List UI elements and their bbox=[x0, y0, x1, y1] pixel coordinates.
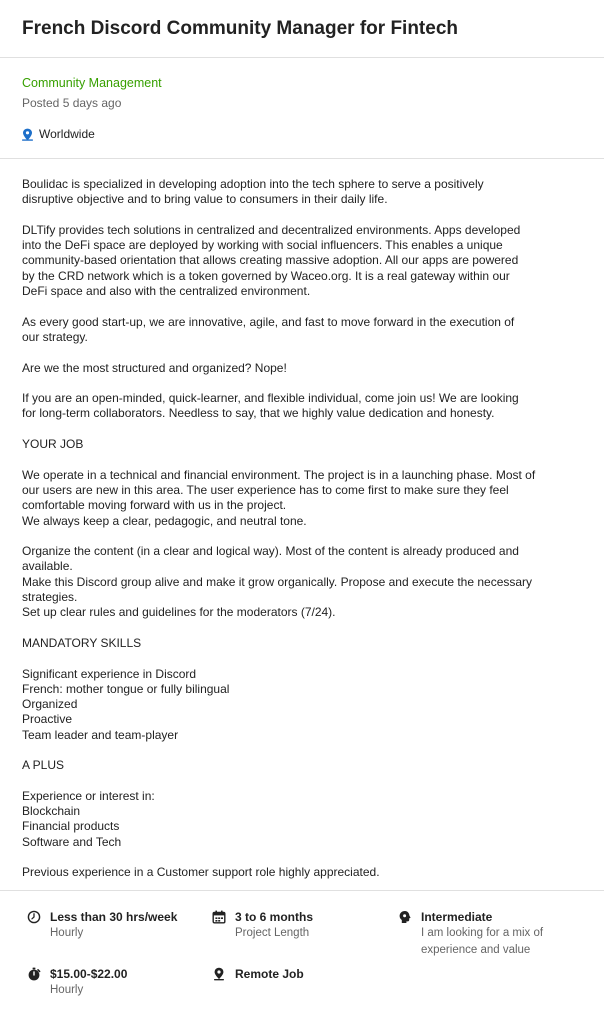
clock-icon bbox=[27, 910, 41, 924]
duration-value: 3 to 6 months bbox=[235, 910, 314, 924]
level-value: Intermediate bbox=[421, 910, 493, 924]
detail-hours bbox=[27, 909, 177, 942]
description-paragraph: Organize the content (in a clear and logical way). Most of the content is already produced and available. Make this Discord group alive and make it grow organically. Propose and execute the necessary strategies. Set up clear rules and guidelines for the moderators (7/24). bbox=[22, 544, 533, 620]
duration-label: Project Length bbox=[235, 927, 310, 939]
detail-duration bbox=[212, 909, 313, 942]
job-meta bbox=[0, 58, 604, 159]
detail-rate bbox=[27, 966, 127, 999]
brain-icon bbox=[398, 910, 412, 924]
description-paragraph: If you are an open-minded, quick-learner, and flexible individual, come join us! We are looking for long-term collaborators. Needless to say, that we highly value dedication and honesty. bbox=[22, 391, 519, 421]
stopwatch-icon bbox=[27, 967, 41, 981]
posted-date: Posted 5 days ago bbox=[22, 96, 122, 110]
description-paragraph: Boulidac is specialized in developing adoption into the tech sphere to serve a positively disruptive objective and to bring value to consumers in their daily life. bbox=[22, 177, 484, 207]
location-pin-icon bbox=[212, 967, 226, 981]
job-details bbox=[0, 891, 604, 1024]
rate-value: $15.00-$22.00 bbox=[50, 967, 128, 981]
calendar-icon bbox=[212, 910, 226, 924]
description-paragraph: We operate in a technical and financial environment. The project is in a launching phase. Most of our users are new in this area. The user experience has to come first to make sure they feel comfortable moving forward with us in the project. We always keep a clear, pedagogic, and neutral tone. bbox=[22, 467, 536, 528]
rate-type: Hourly bbox=[50, 984, 84, 996]
hours-type: Hourly bbox=[50, 927, 84, 939]
hours-value: Less than 30 hrs/week bbox=[50, 910, 178, 924]
job-category-link[interactable]: Community Management bbox=[22, 76, 162, 90]
description-paragraph: Previous experience in a Customer support role highly appreciated. bbox=[22, 865, 380, 880]
skills-list: Significant experience in Discord French: mother tongue or fully bilingual Organized Proactive Team leader and team-player bbox=[22, 666, 230, 742]
description-paragraph: As every good start-up, we are innovative, agile, and fast to move forward in the execution of our strategy. bbox=[22, 314, 515, 344]
section-heading-a-plus: A PLUS bbox=[22, 758, 65, 773]
detail-level bbox=[398, 909, 543, 959]
remote-value: Remote Job bbox=[235, 967, 304, 981]
description-paragraph: DLTify provides tech solutions in centralized and decentralized environments. Apps developed into the DeFi space are deployed by working with social influencers. This enables a unique community-based orientation that allows creating massive adoption. All our apps are powered by the CRD network which is a token governed by Waceo.org. It is a real gateway within our DeFi space and also with the centralized environment. bbox=[22, 222, 521, 299]
job-header bbox=[0, 0, 604, 58]
location-pin-icon bbox=[22, 128, 33, 141]
job-location bbox=[22, 127, 95, 141]
location-label: Worldwide bbox=[39, 127, 95, 141]
detail-remote bbox=[212, 966, 304, 982]
description-paragraph: Are we the most structured and organized? Nope! bbox=[22, 360, 287, 375]
level-description: I am looking for a mix of experience and value bbox=[421, 927, 544, 956]
section-heading-mandatory-skills: MANDATORY SKILLS bbox=[22, 635, 142, 650]
plus-list: Experience or interest in: Blockchain Financial products Software and Tech bbox=[22, 788, 155, 849]
job-title: French Discord Community Manager for Fintech bbox=[22, 18, 458, 39]
job-description bbox=[0, 159, 604, 891]
section-heading-your-job: YOUR JOB bbox=[22, 437, 84, 452]
